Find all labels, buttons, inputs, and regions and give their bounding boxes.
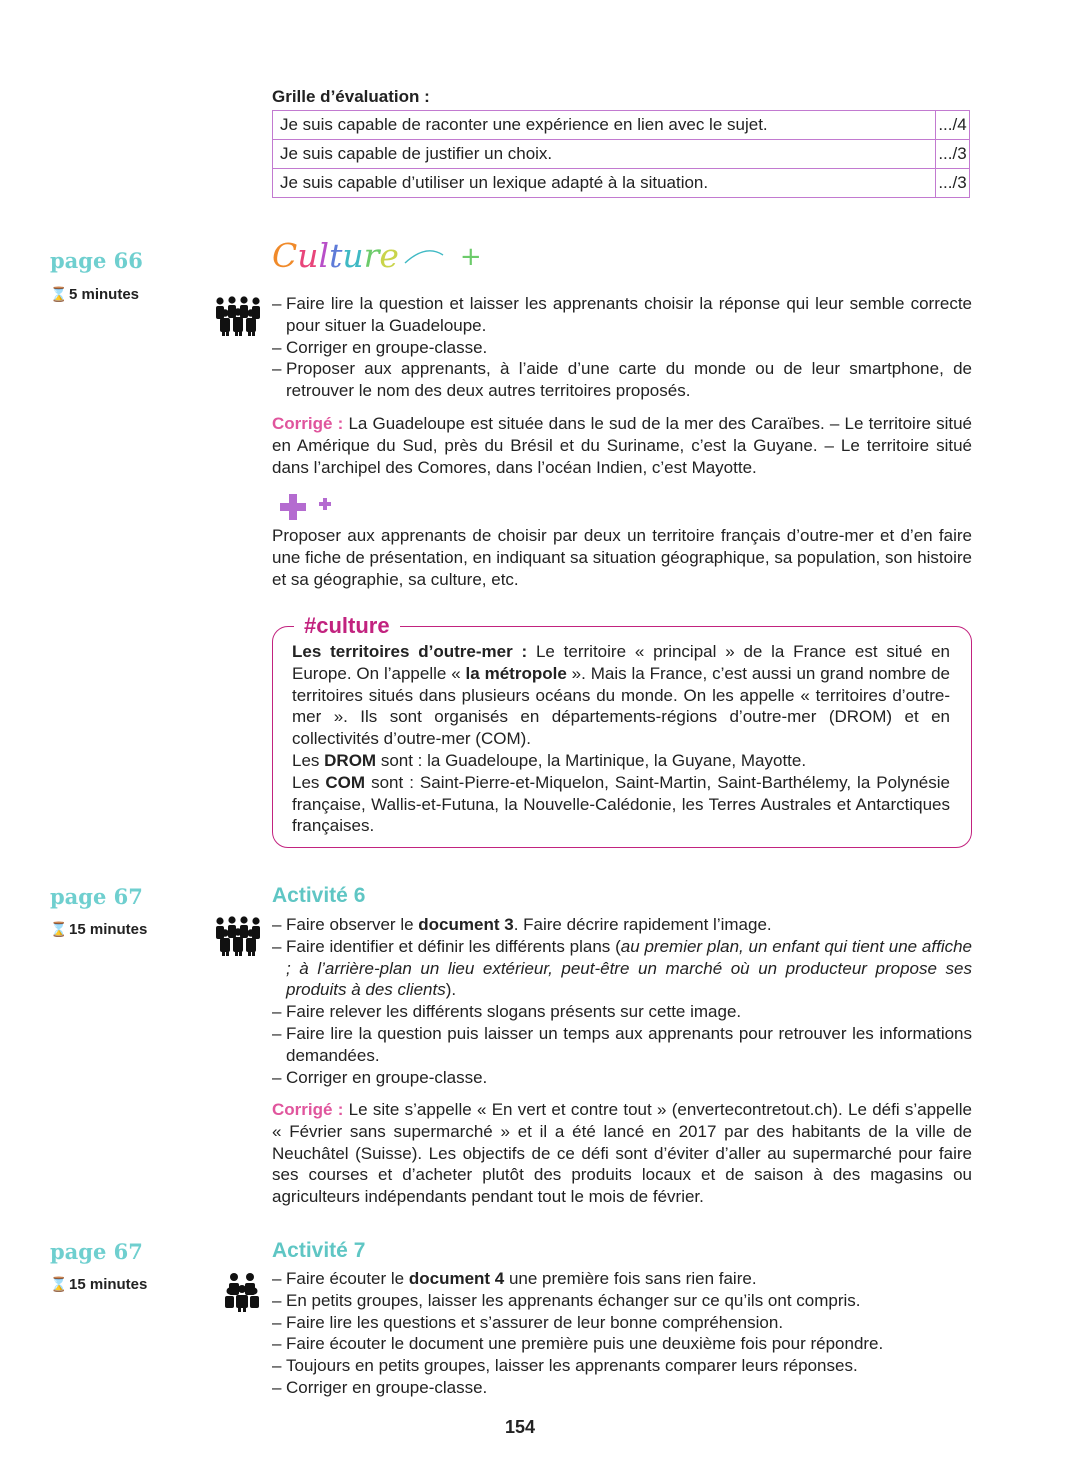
hourglass-icon: ⌛ xyxy=(50,921,68,937)
activity-corrige xyxy=(272,1099,972,1208)
grid-row xyxy=(273,169,970,198)
grid-row xyxy=(273,140,970,169)
list-item: – Faire lire les questions et s’assurer de leur bonne compréhension. xyxy=(272,1312,972,1334)
list-item: – En petits groupes, laisser les apprenants échanger sur ce qu’ils ont compris. xyxy=(272,1290,972,1312)
duration: ⌛ 5 minutes xyxy=(50,286,140,303)
corrige-label: Corrigé : xyxy=(272,1100,344,1119)
evaluation-grid xyxy=(272,110,970,198)
grid-score: .../4 xyxy=(936,111,970,140)
list-item: – Faire relever les différents slogans présents sur cette image. xyxy=(272,1001,972,1023)
instruction-list xyxy=(272,1268,972,1399)
group-icon xyxy=(214,916,262,956)
list-item: – Faire lire la question puis laisser un temps aux apprenants pour retrouver les informations demandées. xyxy=(272,1023,972,1067)
logo-plus: + xyxy=(459,242,482,272)
grid-criterion: Je suis capable de raconter une expérience en lien avec le sujet. xyxy=(273,111,936,140)
page-reference: page 66 xyxy=(50,248,143,273)
plus-small-icon xyxy=(319,498,331,510)
plus-activity: Proposer aux apprenants de choisir par deux un territoire français d’outre-mer et d’en faire une fiche de présentation, en indiquant sa situation géographique, sa population, son histoire et sa géographie, sa culture, etc. xyxy=(272,526,972,589)
list-item: – Faire observer le document 3. Faire décrire rapidement l’image. xyxy=(272,914,972,936)
grid-score: .../3 xyxy=(936,169,970,198)
logo-letter: e xyxy=(379,236,399,275)
corrige-text: Le site s’appelle « En vert et contre tout » (envertecontretout.ch). Le défi s’appelle « Février sans supermarché » et il a été lancé en 2017 par des habitants de la ville de Neuchâtel (Suisse). Les objectifs de ce défi sont d’éviter d’aller au supermarché pour faire ses courses et d’acheter plutôt des produits locaux et de saison à des magasins ou agriculteurs indépendants pendant tout le mois de février. xyxy=(272,1100,972,1207)
hourglass-icon: ⌛ xyxy=(50,286,68,302)
activity-instructions xyxy=(272,1268,972,1399)
activity-title: Activité 6 xyxy=(272,884,366,907)
activity-title: Activité 7 xyxy=(272,1239,366,1262)
list-item: – Faire écouter le document 4 une première fois sans rien faire. xyxy=(272,1268,972,1290)
logo-letter: l xyxy=(318,236,330,275)
grid-criterion: Je suis capable de justifier un choix. xyxy=(273,140,936,169)
list-item: – Corriger en groupe-classe. xyxy=(272,1377,972,1399)
corrige-text: La Guadeloupe est située dans le sud de la mer des Caraïbes. – Le territoire situé en Amérique du Sud, près du Brésil et du Suriname, c’est la Guyane. – Le territoire situé dans l’archipel des Comores, dans l’océan Indien, c’est Mayotte. xyxy=(272,414,972,477)
culture-plus-logo xyxy=(272,236,482,275)
logo-letter: u xyxy=(342,236,364,275)
list-item: – Toujours en petits groupes, laisser les apprenants comparer leurs réponses. xyxy=(272,1355,972,1377)
corrige-label: Corrigé : xyxy=(272,414,344,433)
grid-score: .../3 xyxy=(936,140,970,169)
box-paragraph: Les DROM sont : la Guadeloupe, la Martinique, la Guyane, Mayotte. xyxy=(292,750,807,770)
culture-box-body xyxy=(292,641,950,837)
logo-letter: u xyxy=(297,236,319,275)
logo-letter: t xyxy=(329,236,343,275)
grille-title: Grille d’évaluation : xyxy=(272,87,430,106)
box-paragraph: Les territoires d’outre-mer : Le territoire « principal » de la France est situé en Europe. On l’appelle « la métropole ». Mais la France, c’est aussi un grand nombre de territoires situés dans plusieurs océans du monde. On les appelle « territoires d’outre-mer ». Ils sont organisés en départements-régions d’outre-mer (DROM) et en collectivités d’outre-mer (COM). xyxy=(292,642,950,749)
logo-letter: r xyxy=(363,236,380,275)
logo-word xyxy=(272,236,399,275)
box-paragraph: Les COM sont : Saint-Pierre-et-Miquelon, Saint-Martin, Saint-Barthélemy, la Polynésie française, Wallis-et-Futuna, la Nouvelle-Calédonie, les Terres Australes et Antarctiques françaises. xyxy=(292,772,950,836)
logo-letter: C xyxy=(272,236,298,275)
culture-instructions xyxy=(272,293,972,402)
page-reference: page 67 xyxy=(50,884,143,909)
activity-instructions xyxy=(272,914,972,1088)
grid-criterion: Je suis capable d’utiliser un lexique adapté à la situation. xyxy=(273,169,936,198)
page-number: 154 xyxy=(504,1417,536,1437)
duration: ⌛ 15 minutes xyxy=(50,1276,148,1293)
culture-box-title: #culture xyxy=(294,613,400,639)
list-item: – Faire écouter le document une première puis une deuxième fois pour répondre. xyxy=(272,1333,972,1355)
instruction-list xyxy=(272,914,972,1088)
group-icon xyxy=(214,296,262,336)
instruction-list xyxy=(272,293,972,402)
list-item: – Corriger en groupe-classe. xyxy=(272,337,972,359)
culture-corrige xyxy=(272,413,972,478)
list-item: – Proposer aux apprenants, à l’aide d’une carte du monde ou de leur smartphone, de retrouver le nom des deux autres territoires proposés. xyxy=(272,358,972,402)
list-item: – Corriger en groupe-classe. xyxy=(272,1067,972,1089)
list-item: – Faire lire la question et laisser les apprenants choisir la réponse qui leur semble correcte pour situer la Guadeloupe. xyxy=(272,293,972,337)
grid-row xyxy=(273,111,970,140)
list-item: – Faire identifier et définir les différents plans (au premier plan, un enfant qui tient une affiche ; à l’arrière-plan un lieu extérieur, peut-être un marché où un producteur propose ses produits à des clients). xyxy=(272,936,972,1001)
hourglass-icon: ⌛ xyxy=(50,1276,68,1292)
plus-icon xyxy=(280,494,306,520)
small-group-icon xyxy=(225,1272,259,1312)
page-reference: page 67 xyxy=(50,1239,143,1264)
swash-icon xyxy=(403,241,463,271)
duration: ⌛ 15 minutes xyxy=(50,921,148,938)
